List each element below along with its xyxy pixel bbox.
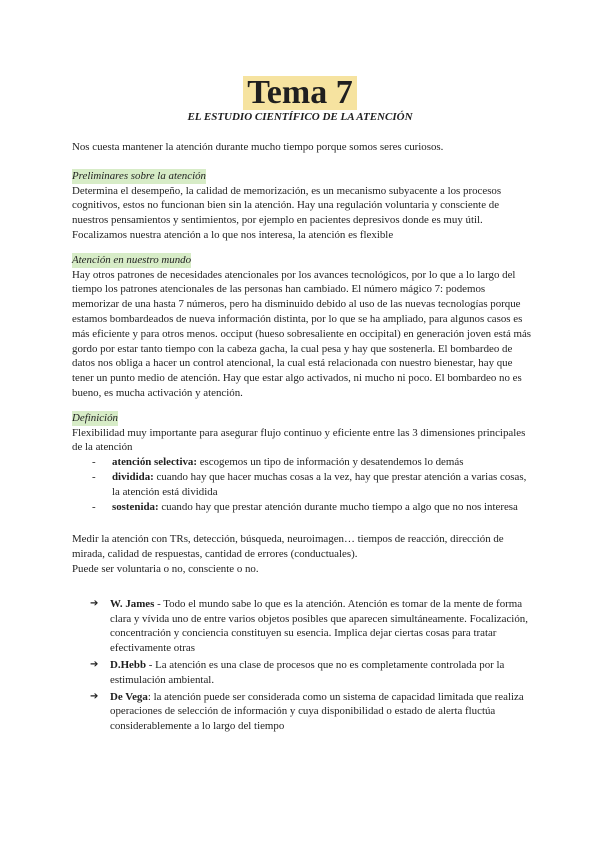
author-text: - Todo el mundo sabe lo que es la atención. Atención es tomar de la mente de forma clara y vívida uno de entre varios objetos posibles que aparecen simultáneamente. Focalización, concentración y conciencia constituyen su esencia. Implica dejar ciertas cosas para tratar efectivamente otras <box>110 597 528 655</box>
dimension-desc: cuando hay que hacer muchas cosas a la vez, hay que prestar atención a varias cosas, la atención está dividida <box>112 470 527 498</box>
arrow-icon: ➔ <box>90 597 99 609</box>
measure-text: Puede ser voluntaria o no, consciente o no. <box>72 562 259 575</box>
list-item <box>90 597 532 656</box>
section-heading: Atención en nuestro mundo <box>72 253 192 266</box>
page-title: Tema 7 <box>243 76 356 110</box>
dimensions-list <box>72 455 532 514</box>
arrow-icon: ➔ <box>90 658 99 670</box>
authors-list <box>72 597 532 734</box>
list-item <box>92 470 532 500</box>
dimension-desc: cuando hay que prestar atención durante mucho tiempo a algo que no nos interesa <box>158 500 518 513</box>
list-item <box>92 500 532 515</box>
author-name: W. James <box>110 597 155 610</box>
list-item <box>90 658 532 688</box>
section-atencion-mundo <box>72 253 532 401</box>
author-text: - La atención es una clase de procesos que no es completamente controlada por la estimulación ambiental. <box>110 658 505 686</box>
dash-bullet: - <box>92 470 96 483</box>
section-preliminares <box>72 169 532 243</box>
intro-paragraph: Nos cuesta mantener la atención durante mucho tiempo porque somos seres curiosos. <box>72 141 444 153</box>
author-name: De Vega <box>110 690 148 703</box>
list-item <box>92 455 532 470</box>
page-subtitle: EL ESTUDIO CIENTÍFICO DE LA ATENCIÓN <box>187 111 413 123</box>
dimension-term: sostenida: <box>112 500 159 513</box>
section-heading: Definición <box>72 411 118 424</box>
dimension-term: atención selectiva: <box>112 456 197 469</box>
section-heading: Preliminares sobre la atención <box>72 169 206 182</box>
dash-bullet: - <box>92 456 96 469</box>
section-definicion <box>72 411 532 515</box>
author-name: D.Hebb <box>110 658 147 671</box>
section-text: Hay otros patrones de necesidades atencionales por los avances tecnológicos, por lo que a lo largo del tiempo los patrones atencionales de las personas han cambiado. El número mágico 7: podemos memorizar de una hasta 7 números, pero ha disminuido debido al uso de las nuevas tecnologías porque estamos bombardeados de nueva información distinta, por lo que se ha ampliado, para algunos casos es más eficiente y para otros menos. occiput (hueso sobresaliente en occipital) en generación joven está más gordo por estar tanto tiempo con la cabeza gacha, la cual pesa y hay que sostenerla. El bombardeo de datos nos obliga a hacer un control atencional, la cual está relacionada con nuestro bienestar, hay que tener un punto medio de atención. Hay que estar algo activados, ni mucho ni poco. El bombardeo no es bueno, es mucha activación y atención. <box>72 268 532 399</box>
document-body <box>72 140 532 736</box>
measure-block <box>72 532 532 576</box>
author-text: : la atención puede ser considerada como un sistema de capacidad limitada que realiza operaciones de selección de información y cuya disponibilidad o estado de alerta fluctúa considerablemente a lo largo del tiempo <box>110 690 524 733</box>
section-text: Determina el desempeño, la calidad de memorización, es un mecanismo subyacente a los procesos cognitivos, estos no funcionan bien sin la atención. Hay una regulación voluntaria y consciente de nuestros pensamientos y sentimientos, por ejemplo en pacientes depresivos donde es muy útil. Focalizamos nuestra atención a lo que nos interesa, la atención es flexible <box>72 184 502 241</box>
arrow-icon: ➔ <box>90 690 99 702</box>
list-item <box>90 690 532 734</box>
dash-bullet: - <box>92 500 96 513</box>
section-text: Flexibilidad muy importante para asegurar flujo continuo y eficiente entre las 3 dimensiones principales de la atención <box>72 426 526 454</box>
measure-text: Medir la atención con TRs, detección, búsqueda, neuroimagen… tiempos de reacción, dirección de mirada, calidad de respuestas, cantidad de errores (conductuales). <box>72 533 504 561</box>
dimension-term: dividida: <box>112 470 154 483</box>
dimension-desc: escogemos un tipo de información y desatendemos lo demás <box>196 456 464 469</box>
